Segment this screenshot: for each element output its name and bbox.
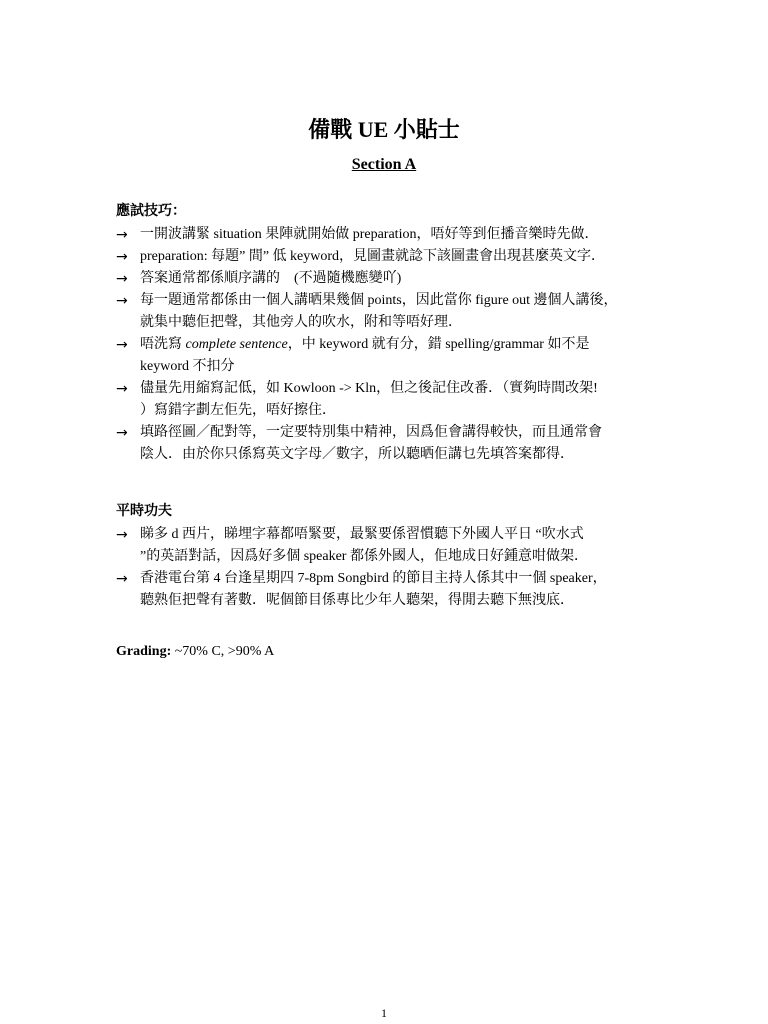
arrow-right-icon: → <box>116 293 128 309</box>
list-item-text: 答案通常都係順序講的 (不過隨機應變吖) <box>140 271 402 286</box>
page-number: 1 <box>381 1006 387 1020</box>
arrow-right-icon: → <box>116 527 128 543</box>
list-item <box>116 290 676 334</box>
grading-label: Grading: <box>116 644 172 659</box>
arrow-right-icon: → <box>116 381 128 397</box>
list-item <box>116 268 676 290</box>
arrow-right-icon: → <box>116 249 128 265</box>
list-item <box>116 568 676 612</box>
list-item-text: 填路徑圖／配對等，一定要特別集中精神，因爲佢會講得較快，而且通常會 陰人．由於你只係寫英文字母／數字，所以聽晒佢講乜先填答案都得． <box>140 425 602 462</box>
list-item-text: 唔洗寫 complete sentence，中 keyword 就有分，錯 spelling/grammar 如不是 keyword 不扣分 <box>140 337 590 374</box>
list-item <box>116 334 676 378</box>
page-title: 備戰 UE 小貼士 <box>308 117 460 142</box>
daily-practice-list <box>116 524 676 612</box>
grading-line <box>116 642 274 662</box>
list-item <box>116 422 676 466</box>
exam-tips-list <box>116 224 676 466</box>
arrow-right-icon: → <box>116 271 128 287</box>
section-subtitle: Section A <box>351 156 417 173</box>
list-item-text: 一開波講緊 situation 果陣就開始做 preparation，唔好等到佢播音樂時先做． <box>140 227 599 242</box>
list-item <box>116 524 676 568</box>
list-item-text: 香港電台第 4 台逢星期四 7-8pm Songbird 的節目主持人係其中一個 speaker， 聽熟佢把聲有著數．呢個節目係專比少年人聽架，得閒去聽下無洩底． <box>140 571 607 608</box>
list-item-text: preparation: 每題” 間” 低 keyword，見圖畫就諗下該圖畫會出現甚麼英文字． <box>140 249 606 264</box>
arrow-right-icon: → <box>116 337 128 353</box>
grading-value: ~70% C, >90% A <box>174 644 275 659</box>
list-item <box>116 246 676 268</box>
list-item-text: 睇多 d 西片，睇埋字幕都唔緊要，最緊要係習慣聽下外國人平日 “吹水式 ”的英語對話，因爲好多個 speaker 都係外國人，佢地成日好鍾意咁做架． <box>140 527 588 564</box>
arrow-right-icon: → <box>116 227 128 243</box>
arrow-right-icon: → <box>116 571 128 587</box>
section-heading-exam-tips: 應試技巧： <box>116 204 186 219</box>
list-item-text: 每一題通常都係由一個人講晒果幾個 points，因此當你 figure out 邊個人講後， 就集中聽佢把聲，其他旁人的吹水，附和等唔好理． <box>140 293 618 330</box>
arrow-right-icon: → <box>116 425 128 441</box>
list-item-text: 儘量先用縮寫記低，如 Kowloon -> Kln，但之後記住改番．（實夠時間改架! ）寫錯字劃左佢先，唔好擦住． <box>140 381 598 418</box>
section-heading-daily-practice: 平時功夫 <box>116 504 172 519</box>
list-item <box>116 378 676 422</box>
list-item <box>116 224 676 246</box>
